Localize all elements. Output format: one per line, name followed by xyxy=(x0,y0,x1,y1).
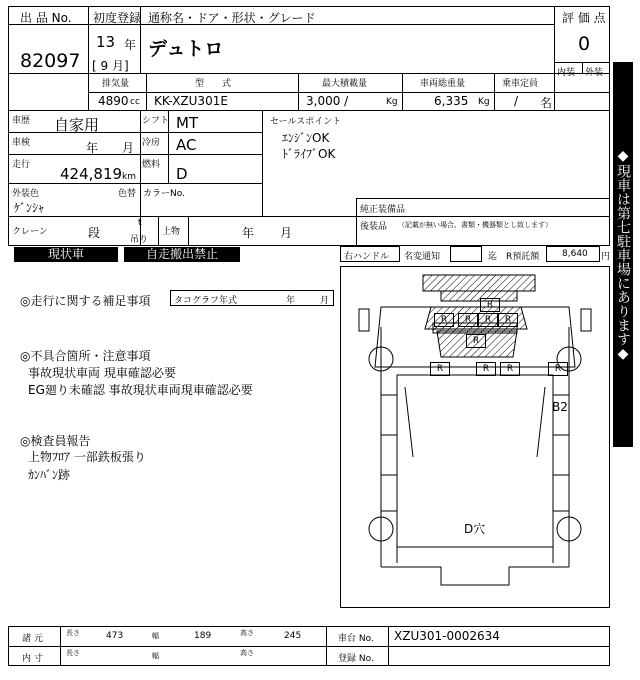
reg-label: 登録 No. xyxy=(338,654,374,664)
rule xyxy=(8,646,610,647)
mileage-label: 走行 xyxy=(12,160,31,170)
defect-line-1: 事故現状車両 現車確認必要 xyxy=(28,366,176,380)
exterior-score-label: 外装 xyxy=(585,68,604,78)
damage-mark-r: R xyxy=(430,362,450,376)
first-reg-label: 初度登録 xyxy=(93,11,142,25)
model-code-label: 型 式 xyxy=(195,79,232,89)
ac-label: 冷房 xyxy=(142,138,161,148)
deadline-label: 迄 xyxy=(488,252,498,262)
height-label: 高さ xyxy=(240,629,254,637)
in-width-label: 幅 xyxy=(152,652,159,660)
lot-no-label: 出 品 No. xyxy=(20,11,72,25)
score: 0 xyxy=(578,33,591,55)
rule xyxy=(158,216,159,246)
damage-mark-r: R xyxy=(458,313,478,327)
recycle-label: R預託額 xyxy=(506,252,540,262)
gross-weight-unit: Kg xyxy=(478,97,490,107)
upper-label: 上物 xyxy=(162,227,181,237)
damage-mark-r: R xyxy=(466,334,486,348)
fuel-label: 燃料 xyxy=(142,160,161,170)
driving-notes-title: ◎走行に関する補足事項 xyxy=(20,294,151,308)
location-banner xyxy=(613,62,633,447)
damage-mark-r: R xyxy=(476,362,496,376)
damage-mark-r: R xyxy=(498,313,518,327)
inspector-line-1: 上物ﾌﾛｱ 一部鉄板張り xyxy=(28,450,146,464)
rule xyxy=(582,62,583,73)
in-height-label: 高さ xyxy=(240,649,254,657)
displacement-label: 排気量 xyxy=(102,79,130,89)
d-hole-mark: D穴 xyxy=(464,522,486,536)
reg-month: [ 9 月] xyxy=(92,59,129,73)
max-load-label: 最大積載量 xyxy=(322,79,368,89)
capacity-label: 乗車定員 xyxy=(502,79,539,89)
tacho-year: 年 xyxy=(286,296,296,306)
score-label: 評 価 点 xyxy=(562,11,606,25)
location-banner-text: ◆現車は第七駐車場にあります◆ xyxy=(615,147,631,362)
lot-no: 82097 xyxy=(20,50,81,72)
inspection-label: 車検 xyxy=(12,138,31,148)
chassis-label: 車台 No. xyxy=(338,634,374,644)
tacho-month: 月 xyxy=(320,296,330,306)
selling-point-2: ﾄﾞﾗｲﾌﾞOK xyxy=(282,147,336,161)
model-code: KK-XZU301E xyxy=(154,94,228,108)
gross-weight: 6,335 xyxy=(434,94,469,108)
displacement-unit: cc xyxy=(130,97,140,107)
inspector-line-2: ｶﾝﾊﾞﾝ跡 xyxy=(28,468,71,482)
max-load: 3,000 / xyxy=(306,94,349,108)
rule xyxy=(60,626,61,666)
aftermarket-note: （記載が無い場合、書類・機器類とし致します） xyxy=(398,221,552,229)
model-name-label: 通称名・ドア・形状・グレード xyxy=(148,11,316,25)
recycle-value: 8,640 xyxy=(562,249,588,259)
fuel: D xyxy=(176,165,188,183)
reg-year-unit: 年 xyxy=(124,38,137,52)
b2-mark: B2 xyxy=(552,400,568,414)
width: 189 xyxy=(194,631,212,641)
inspection-year: 年 xyxy=(86,141,99,155)
rule xyxy=(8,154,262,155)
model-name: デュトロ xyxy=(148,38,224,60)
selling-point-1: ｴﾝｼﾞﾝOK xyxy=(282,131,330,145)
in-length-label: 長さ xyxy=(66,649,80,657)
defect-line-2: EG廻り未確認 事故現状車両現車確認必要 xyxy=(28,383,253,397)
rule xyxy=(188,216,189,246)
ac: AC xyxy=(176,136,197,154)
damage-mark-r: R xyxy=(434,313,454,327)
history: 自家用 xyxy=(54,116,100,134)
shift: MT xyxy=(176,114,199,132)
defects-title: ◎不具合箇所・注意事項 xyxy=(20,349,151,363)
color-label: 外装色 xyxy=(12,189,40,199)
rule xyxy=(298,73,299,110)
height: 245 xyxy=(284,631,302,641)
rule xyxy=(262,110,263,216)
max-load-unit: Kg xyxy=(386,97,398,107)
inspection-month: 月 xyxy=(122,141,135,155)
damage-mark-r: R xyxy=(480,298,500,312)
selling-points-label: セールスポイント xyxy=(270,117,342,127)
gross-weight-label: 車両総重量 xyxy=(420,79,466,89)
reg-year: 13 xyxy=(96,33,116,51)
rule xyxy=(388,626,389,666)
crane-stage: 段 xyxy=(88,226,101,240)
rule xyxy=(494,73,495,110)
crane-hook: 吊り xyxy=(130,235,149,245)
color: ｹﾞﾝｼｬ xyxy=(14,201,45,215)
damage-mark-r: R xyxy=(548,362,568,376)
rule xyxy=(554,6,555,110)
rule xyxy=(8,216,610,217)
upper-year: 年 xyxy=(242,226,255,240)
tacho-label: タコグラフ年式 xyxy=(174,296,238,306)
rule xyxy=(356,198,610,199)
rule xyxy=(8,110,610,111)
crane-label: クレーン xyxy=(12,227,48,237)
rule xyxy=(326,626,327,666)
length-label: 長さ xyxy=(66,629,80,637)
mileage-unit: km xyxy=(122,172,136,182)
rule xyxy=(402,73,403,110)
width-label: 幅 xyxy=(152,632,159,640)
damage-mark-r: R xyxy=(500,362,520,376)
length: 473 xyxy=(106,631,124,641)
no-self-drive-badge: 自走搬出禁止 xyxy=(124,247,240,262)
aftermarket-label: 後装品 xyxy=(360,222,388,232)
capacity-unit: 名 xyxy=(540,96,553,110)
color-code-label: カラーNo. xyxy=(143,189,185,199)
interior-dims-label: 内 寸 xyxy=(22,654,43,664)
right-hand-label: 右ハンドル xyxy=(344,252,390,262)
dims-label: 諸 元 xyxy=(22,634,43,644)
displacement: 4890 xyxy=(98,94,129,108)
chassis-no: XZU301-0002634 xyxy=(394,629,500,643)
color-change-label: 色替 xyxy=(118,189,137,199)
rule xyxy=(88,6,89,110)
interior-score-label: 内装 xyxy=(557,68,576,78)
name-change-label: 名変通知 xyxy=(404,252,441,262)
recycle-unit: 円 xyxy=(601,252,611,262)
inspector-title: ◎検査員報告 xyxy=(20,434,91,448)
upper-month: 月 xyxy=(280,226,293,240)
rule xyxy=(88,92,610,93)
genuine-equipment-label: 純正装備品 xyxy=(360,205,406,215)
damage-mark-r: R xyxy=(478,313,498,327)
rule xyxy=(8,132,262,133)
history-label: 車歴 xyxy=(12,116,31,126)
capacity: / xyxy=(514,94,519,108)
mileage: 424,819 xyxy=(60,165,123,183)
name-change-box xyxy=(450,246,482,262)
current-status-badge: 現状車 xyxy=(14,247,118,262)
rule xyxy=(8,183,262,184)
rule xyxy=(146,73,147,110)
shift-label: シフト xyxy=(142,116,170,126)
rule xyxy=(356,198,357,246)
crane-t: t xyxy=(138,218,142,228)
